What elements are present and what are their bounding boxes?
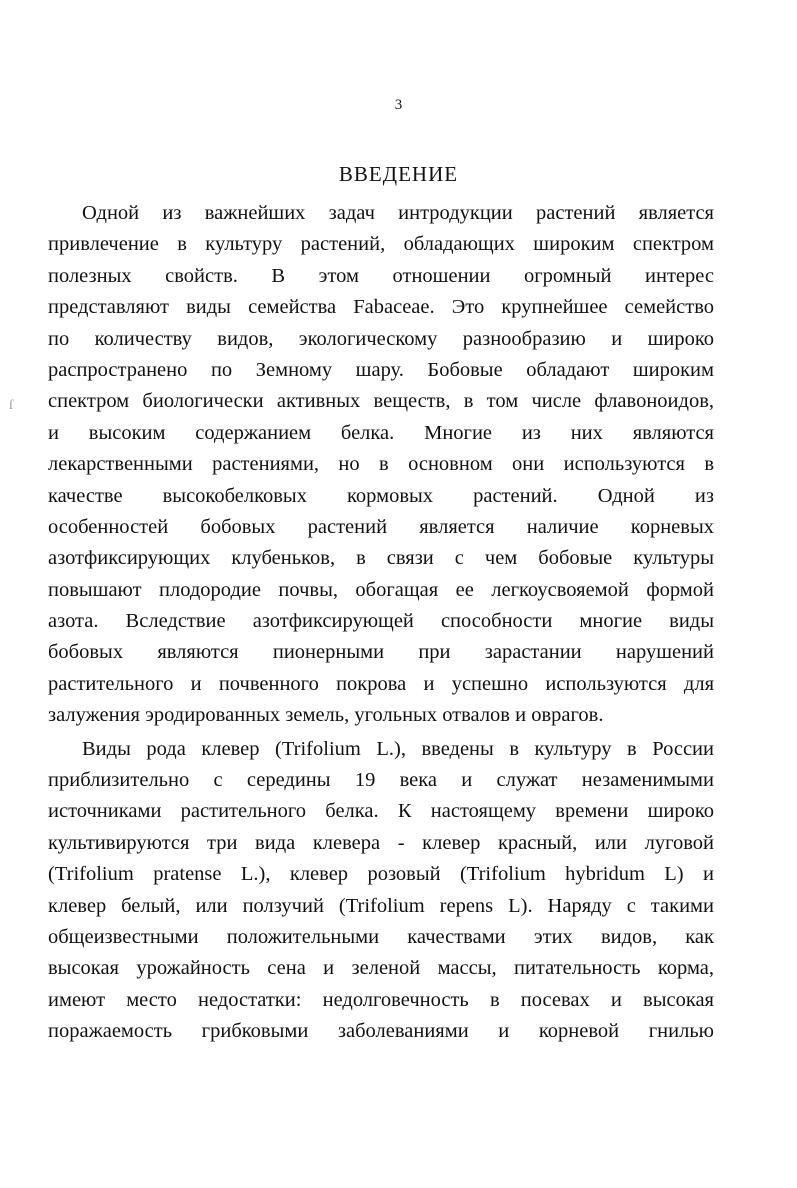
text-line: качестве высокобелковых кормовых растений. Одной из — [48, 484, 714, 507]
text-line: азота. Вследствие азотфиксирующей способности многие виды — [48, 610, 714, 633]
text-line: растительного и почвенного покрова и успешно используются для — [48, 672, 714, 695]
text-line: (Trifolium pratense L.), клевер розовый (Trifolium hybridum L) и — [48, 863, 714, 886]
margin-pencil-mark: ſ — [9, 398, 13, 413]
text-line: спектром биологически активных веществ, в том числе флавоноидов, — [48, 390, 714, 413]
paragraph-2 — [48, 734, 714, 1048]
text-line: высокая урожайность сена и зеленой массы, питательность корма, — [48, 957, 714, 980]
text-line: полезных свойств. В этом отношении огромный интерес — [48, 264, 714, 287]
text-line: имеют место недостатки: недолговечность в посевах и высокая — [48, 988, 714, 1011]
text-line: лекарственными растениями, но в основном они используются в — [48, 453, 714, 476]
page-number: 3 — [394, 97, 403, 113]
text-line: поражаемость грибковыми заболеваниями и корневой гнилью — [48, 1020, 714, 1043]
text-line: залужения эродированных земель, угольных отвалов и оврагов. — [48, 704, 604, 727]
text-line: культивируются три вида клевера - клевер красный, или луговой — [48, 831, 714, 854]
text-line: повышают плодородие почвы, обогащая ее легкоусвояемой формой — [48, 578, 714, 601]
text-line: Виды рода клевер (Trifolium L.), введены в культуру в России — [82, 737, 714, 760]
text-line: и высоким содержанием белка. Многие из них являются — [48, 421, 714, 444]
text-line: представляют виды семейства Fabaceae. Это крупнейшее семейство — [48, 296, 714, 319]
text-line: азотфиксирующих клубеньков, в связи с чем бобовые культуры — [48, 547, 714, 570]
text-line: особенностей бобовых растений является наличие корневых — [48, 515, 714, 538]
text-line: Одной из важнейших задач интродукции растений является — [82, 202, 714, 224]
text-line: привлечение в культуру растений, обладающих широким спектром — [48, 233, 714, 256]
text-line: клевер белый, или ползучий (Trifolium repens L). Наряду с такими — [48, 894, 714, 917]
text-line: по количеству видов, экологическому разнообразию и широко — [48, 327, 714, 350]
text-line: источниками растительного белка. К настоящему времени широко — [48, 800, 714, 823]
body-text — [48, 198, 714, 1048]
text-line: приблизительно с середины 19 века и служат незаменимыми — [48, 769, 714, 792]
text-line: бобовых являются пионерными при зарастании нарушений — [48, 641, 714, 664]
text-line: общеизвестными положительными качествами этих видов, как — [48, 925, 714, 948]
section-heading: ВВЕДЕНИЕ — [338, 162, 459, 186]
paragraph-1 — [48, 198, 714, 732]
text-line: распространено по Земному шару. Бобовые обладают широким — [48, 358, 714, 381]
